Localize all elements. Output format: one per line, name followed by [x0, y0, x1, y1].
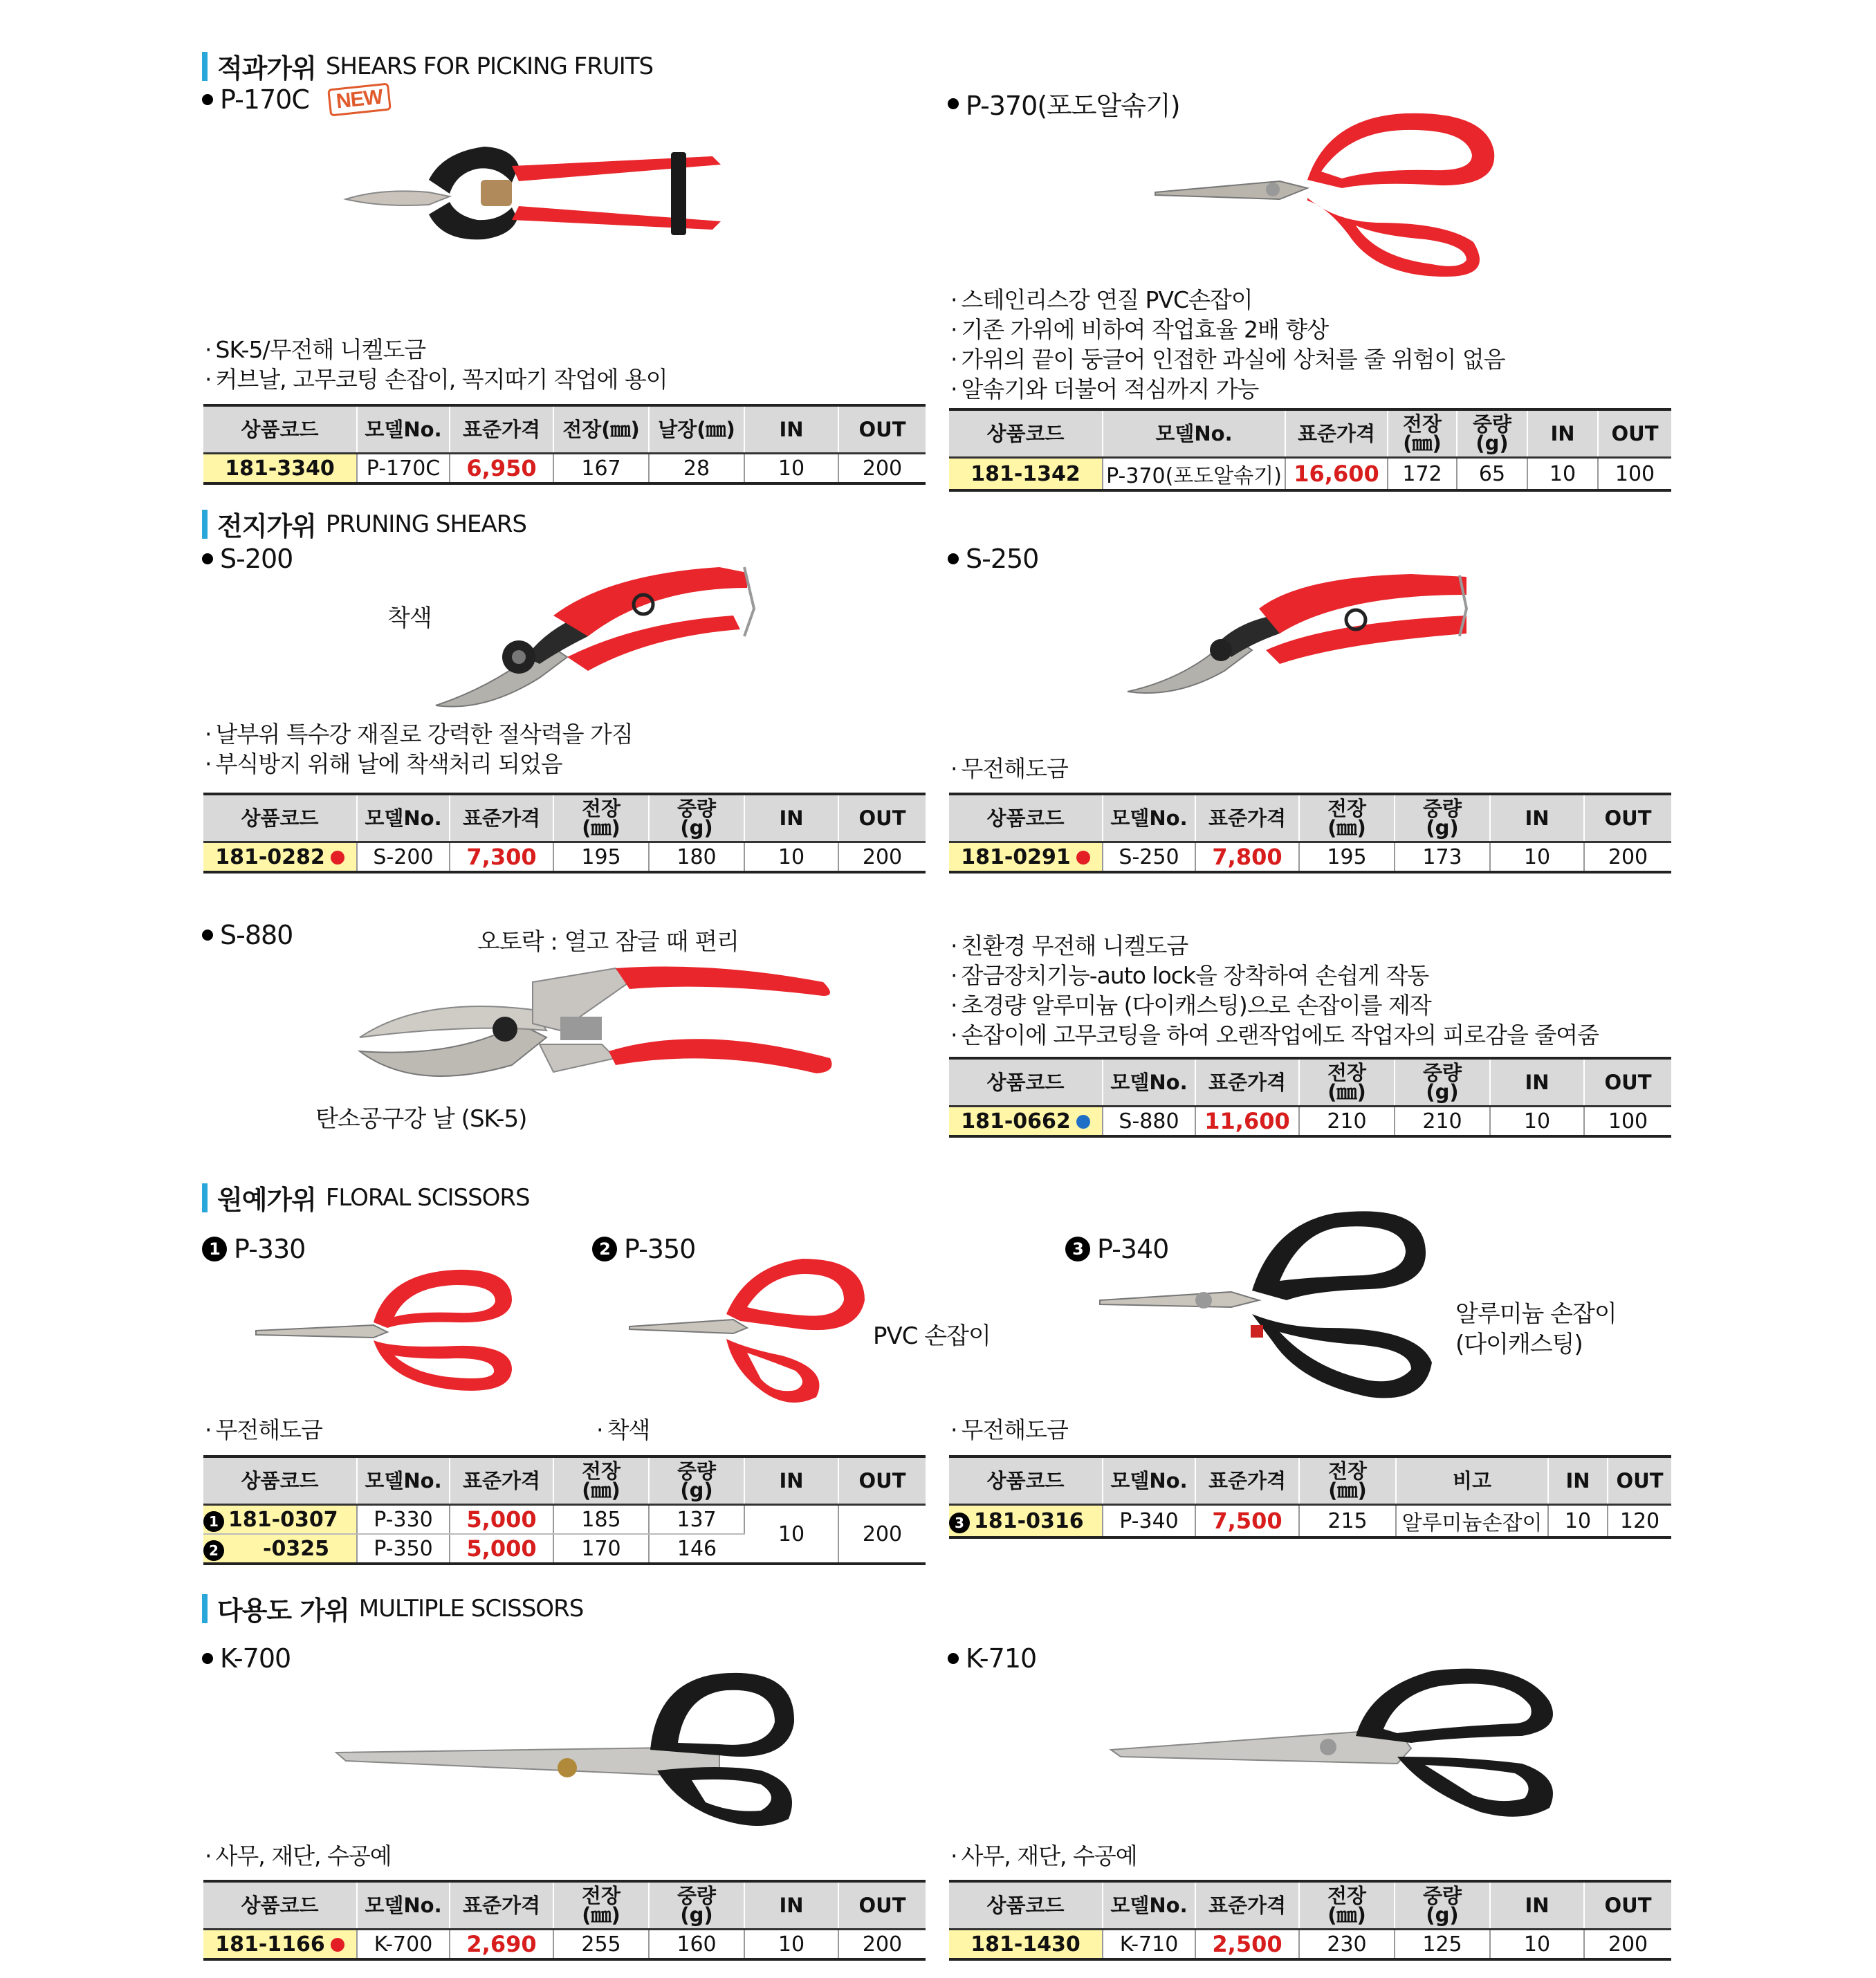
in-qty: 10 [1490, 842, 1584, 873]
p330-scissors-image [249, 1259, 519, 1397]
header-cell: 전장 (㎜) [553, 1457, 649, 1505]
header-cell: 상품코드 [203, 1881, 357, 1930]
model-p370 [948, 84, 1180, 122]
bullet-line: · 스테인리스강 연질 PVC손잡이 [950, 285, 1505, 315]
blue-dot-marker [1076, 1115, 1090, 1129]
section-title-multi [202, 1589, 583, 1627]
header-cell: 표준가격 [1195, 1881, 1299, 1930]
model-label: P-340 [1097, 1234, 1169, 1264]
model-no: P-350 [357, 1534, 450, 1564]
product-code [203, 1505, 357, 1535]
header-cell: 전장 (㎜) [1299, 1457, 1396, 1505]
remark: 알루미늄손잡이 [1396, 1505, 1548, 1538]
bullet-line: · 알솎기와 더불어 적심까지 가능 [950, 374, 1505, 404]
header-cell: OUT [1584, 794, 1671, 842]
header-cell: 상품코드 [203, 794, 357, 842]
length: 230 [1299, 1930, 1395, 1960]
header-cell: 전장(㎜) [553, 405, 649, 454]
bullet-line: · 날부위 특수강 재질로 강력한 절삭력을 가짐 [205, 719, 633, 749]
model-no: P-370(포도알솎기) [1103, 458, 1285, 491]
bullet-dot [202, 1653, 213, 1664]
model-no: S-880 [1103, 1107, 1195, 1137]
header-cell: 표준가격 [450, 1881, 553, 1930]
header-cell: IN [1527, 409, 1598, 458]
header-cell: IN [1490, 794, 1584, 842]
section-bar [202, 1594, 208, 1623]
weight: 146 [649, 1534, 744, 1564]
table-row [203, 842, 926, 873]
model-no: S-200 [357, 842, 450, 873]
section-title-en: MULTIPLE SCISSORS [358, 1594, 584, 1623]
bullet-line: · 커브날, 고무코팅 손잡이, 꼭지따기 작업에 용이 [205, 364, 668, 394]
model-s200 [202, 544, 293, 574]
s250-bullets [950, 754, 1068, 784]
p170c-shears-image [339, 138, 726, 249]
section-title-floral [202, 1179, 530, 1217]
section-title-en: SHEARS FOR PICKING FRUITS [325, 52, 654, 80]
in-qty: 10 [744, 1505, 838, 1564]
price: 7,300 [450, 842, 553, 873]
model-no: K-700 [357, 1930, 450, 1960]
bullet-line: · 초경량 알루미늄 (다이캐스팅)으로 손잡이를 제작 [950, 990, 1599, 1020]
weight: 125 [1395, 1930, 1490, 1960]
header-cell: OUT [838, 1457, 926, 1505]
k700-scissors-image [332, 1667, 802, 1833]
bullet-dot [202, 930, 213, 941]
s250-pruner-image [1121, 567, 1480, 705]
price: 2,690 [450, 1930, 553, 1960]
table-header-row [949, 1457, 1671, 1505]
p350-note: PVC 손잡이 [873, 1322, 991, 1350]
section-title-en: FLORAL SCISSORS [325, 1183, 530, 1212]
s200-pruner-image [429, 560, 761, 719]
weight: 137 [649, 1505, 744, 1535]
section-bar [202, 1183, 208, 1212]
product-code [949, 842, 1103, 873]
header-cell: 표준가격 [450, 794, 553, 842]
header-cell: 상품코드 [949, 1058, 1103, 1107]
table-row [949, 842, 1671, 873]
table-row [949, 458, 1671, 491]
k700-spec-table [203, 1880, 926, 1961]
in-qty: 10 [744, 1930, 838, 1960]
section-title-ko: 원예가위 [217, 1185, 316, 1215]
price: 6,950 [450, 454, 553, 484]
k710-scissors-image [1107, 1660, 1563, 1826]
model-no: P-170C [357, 454, 450, 484]
price: 11,600 [1195, 1107, 1299, 1137]
red-dot-marker [1076, 851, 1090, 865]
table-header-row [949, 794, 1671, 842]
s200-spec-table [203, 793, 926, 874]
product-code-text: 181-0307 [228, 1507, 338, 1532]
bullet-dot [202, 94, 213, 105]
price: 2,500 [1195, 1930, 1299, 1960]
header-cell: 모델No. [1103, 1457, 1195, 1505]
p340-note [1455, 1299, 1617, 1360]
table-row [203, 1930, 926, 1960]
in-qty: 10 [1527, 458, 1598, 491]
s880-pruner-image [353, 954, 851, 1093]
header-cell: 모델No. [357, 405, 450, 454]
bullet-line: · 사무, 재단, 수공예 [205, 1841, 392, 1871]
length: 195 [553, 842, 649, 873]
s880-spec-table [949, 1057, 1671, 1138]
table-header-row [949, 1881, 1671, 1930]
number-marker: 2 [592, 1237, 617, 1261]
header-cell: 표준가격 [450, 405, 553, 454]
p340-bullets [950, 1415, 1068, 1445]
header-cell: 상품코드 [949, 794, 1103, 842]
p340-note-line: (다이캐스팅) [1455, 1331, 1583, 1358]
out-qty: 200 [838, 454, 926, 484]
header-cell: 표준가격 [1195, 794, 1299, 842]
price: 7,500 [1195, 1505, 1299, 1538]
header-cell: 중량 (g) [649, 1881, 744, 1930]
section-title-en: PRUNING SHEARS [325, 510, 527, 538]
product-code-text: 181-0291 [961, 844, 1071, 869]
s250-spec-table [949, 793, 1671, 874]
header-cell: 모델No. [357, 794, 450, 842]
out-qty: 200 [838, 1930, 926, 1960]
model-label: S-250 [966, 544, 1039, 574]
out-qty: 120 [1608, 1505, 1671, 1538]
p370-bullets [950, 285, 1505, 404]
in-qty: 10 [744, 842, 838, 873]
k700-bullets [205, 1841, 392, 1871]
header-cell: OUT [1608, 1457, 1671, 1505]
model-label: P-350 [624, 1234, 696, 1264]
length: 195 [1299, 842, 1395, 873]
header-cell: 중량 (g) [1395, 794, 1490, 842]
product-code [203, 842, 357, 873]
bullet-line: · 잠금장치기능-auto lock을 장착하여 손쉽게 작동 [950, 961, 1599, 990]
p370-spec-table [949, 408, 1671, 492]
p340-note-line: 알루미늄 손잡이 [1455, 1300, 1617, 1328]
out-qty: 100 [1598, 458, 1671, 491]
header-cell: 모델No. [1103, 1058, 1195, 1107]
bullet-line: · 사무, 재단, 수공예 [950, 1841, 1137, 1871]
header-cell: 전장 (㎜) [553, 1881, 649, 1930]
header-cell: 상품코드 [949, 1881, 1103, 1930]
header-cell: 모델No. [357, 1457, 450, 1505]
s880-bullets [950, 931, 1599, 1050]
section-title-pruning [202, 505, 526, 543]
length: 210 [1299, 1107, 1395, 1137]
table-header-row [203, 1457, 926, 1505]
header-cell: 중량 (g) [1395, 1881, 1490, 1930]
header-cell: 중량 (g) [649, 794, 744, 842]
header-cell: 모델No. [357, 1881, 450, 1930]
price: 5,000 [450, 1534, 553, 1564]
p170c-spec-table [203, 404, 926, 485]
model-label: K-700 [220, 1643, 291, 1674]
model-label: K-710 [966, 1643, 1037, 1674]
p340-spec-table [949, 1455, 1671, 1539]
red-dot-marker [331, 1938, 344, 1952]
p350-scissors-image [623, 1252, 872, 1411]
header-cell: 모델No. [1103, 794, 1195, 842]
model-label: P-170C [220, 84, 309, 115]
header-cell: 상품코드 [203, 405, 357, 454]
p330-bullets [205, 1415, 322, 1445]
bullet-dot [948, 553, 959, 564]
header-cell: IN [744, 794, 838, 842]
bullet-line: · 착색 [596, 1415, 650, 1445]
table-header-row [949, 409, 1671, 458]
header-cell: 날장(㎜) [649, 405, 744, 454]
new-badge: NEW [327, 82, 392, 116]
header-cell: 중량 (g) [1457, 409, 1527, 458]
product-code: 181-1430 [949, 1930, 1103, 1960]
product-code [949, 1107, 1103, 1137]
model-label: S-200 [220, 544, 293, 574]
s200-bullets [205, 719, 633, 779]
model-s250 [948, 544, 1038, 574]
product-code-text: -0325 [263, 1536, 329, 1561]
header-cell: IN [1548, 1457, 1608, 1505]
bullet-line: · 부식방지 위해 날에 착색처리 되었음 [205, 749, 633, 779]
bullet-line: · 무전해도금 [950, 754, 1068, 784]
length: 172 [1388, 458, 1457, 491]
product-code [203, 1534, 357, 1564]
model-label: P-370(포도알솎기) [966, 91, 1180, 121]
bullet-line: · 가위의 끝이 둥글어 인접한 과실에 상처를 줄 위험이 없음 [950, 344, 1505, 374]
in-qty: 10 [744, 454, 838, 484]
bullet-line: · 기존 가위에 비하여 작업효율 2배 향상 [950, 315, 1505, 344]
table-row [203, 1505, 926, 1535]
model-no: P-330 [357, 1505, 450, 1535]
k710-spec-table [949, 1880, 1671, 1961]
section-title-ko: 다용도 가위 [217, 1596, 349, 1626]
bullet-line: · 무전해도금 [950, 1415, 1068, 1445]
in-qty: 10 [1490, 1107, 1584, 1137]
model-no: K-710 [1103, 1930, 1195, 1960]
table-header-row [203, 405, 926, 454]
header-cell: IN [744, 405, 838, 454]
out-qty: 200 [1584, 1930, 1671, 1960]
model-k700 [202, 1643, 291, 1674]
model-no: P-340 [1103, 1505, 1195, 1538]
header-cell: IN [744, 1457, 838, 1505]
header-cell: 전장 (㎜) [553, 794, 649, 842]
in-qty: 10 [1490, 1930, 1584, 1960]
bullet-line: · 친환경 무전해 니켈도금 [950, 931, 1599, 961]
product-code-text: 181-1166 [215, 1932, 325, 1957]
header-cell: 전장 (㎜) [1299, 1058, 1395, 1107]
bullet-line: · SK-5/무전해 니켈도금 [205, 335, 668, 364]
length: 255 [553, 1930, 649, 1960]
in-qty: 10 [1548, 1505, 1608, 1538]
header-cell: 전장 (㎜) [1299, 1881, 1395, 1930]
model-p170c [202, 84, 390, 115]
red-dot-marker [331, 851, 344, 865]
header-cell: 모델No. [1103, 409, 1285, 458]
price: 5,000 [450, 1505, 553, 1535]
product-code-text: 181-0662 [961, 1109, 1071, 1134]
product-code: 181-1342 [949, 458, 1103, 491]
number-marker: 1 [202, 1237, 227, 1261]
header-cell: OUT [1584, 1881, 1671, 1930]
header-cell: IN [1490, 1058, 1584, 1107]
header-cell: IN [1490, 1881, 1584, 1930]
out-qty: 200 [838, 842, 926, 873]
number-marker: 2 [203, 1540, 224, 1561]
s880-note-blade: 탄소공구강 날 (SK-5) [315, 1105, 527, 1133]
s200-note: 착색 [387, 604, 432, 632]
header-cell: OUT [838, 1881, 926, 1930]
model-s880 [202, 920, 293, 950]
header-cell: 표준가격 [450, 1457, 553, 1505]
product-code [203, 1930, 357, 1960]
header-cell: 모델No. [1103, 1881, 1195, 1930]
weight: 210 [1395, 1107, 1490, 1137]
weight: 160 [649, 1930, 744, 1960]
out-qty: 200 [838, 1505, 926, 1564]
header-cell: OUT [838, 794, 926, 842]
length: 167 [553, 454, 649, 484]
bullet-line: · 손잡이에 고무코팅을 하여 오랜작업에도 작업자의 피로감을 줄여줌 [950, 1020, 1599, 1050]
header-cell: 전장 (㎜) [1299, 794, 1395, 842]
model-k710 [948, 1643, 1036, 1674]
number-marker: 3 [949, 1513, 970, 1533]
header-cell: IN [744, 1881, 838, 1930]
bullet-dot [948, 1653, 959, 1664]
table-row [949, 1505, 1671, 1538]
product-code-text: 181-0282 [215, 844, 325, 869]
bullet-dot [202, 553, 213, 564]
weight: 180 [649, 842, 744, 873]
length: 185 [553, 1505, 649, 1535]
header-cell: 중량 (g) [649, 1457, 744, 1505]
header-cell: 상품코드 [203, 1457, 357, 1505]
header-cell: 표준가격 [1195, 1457, 1299, 1505]
floral-spec-table [203, 1455, 926, 1565]
header-cell: 표준가격 [1195, 1058, 1299, 1107]
section-title-fruit [202, 47, 653, 85]
table-row [949, 1930, 1671, 1960]
price: 7,800 [1195, 842, 1299, 873]
table-row [949, 1107, 1671, 1137]
header-cell: 상품코드 [949, 1457, 1103, 1505]
length: 215 [1299, 1505, 1396, 1538]
s880-note-autolock: 오토락 : 열고 잠글 때 편리 [477, 928, 739, 956]
table-header-row [203, 794, 926, 842]
p170c-bullets [205, 335, 668, 394]
model-label: P-330 [234, 1234, 306, 1264]
p340-scissors-image [1093, 1203, 1439, 1404]
header-cell: 상품코드 [949, 409, 1103, 458]
model-no: S-250 [1103, 842, 1195, 873]
header-cell: 전장 (㎜) [1388, 409, 1457, 458]
bullet-line: · 무전해도금 [205, 1415, 322, 1445]
header-cell: 비고 [1396, 1457, 1548, 1505]
p350-bullets [596, 1415, 650, 1445]
section-title-ko: 적과가위 [217, 53, 316, 84]
table-header-row [203, 1881, 926, 1930]
header-cell: OUT [1584, 1058, 1671, 1107]
number-marker: 3 [1065, 1237, 1090, 1261]
price: 16,600 [1285, 458, 1388, 491]
header-cell: 표준가격 [1285, 409, 1388, 458]
out-qty: 100 [1584, 1107, 1671, 1137]
header-cell: OUT [1598, 409, 1671, 458]
section-bar [202, 510, 208, 539]
out-qty: 200 [1584, 842, 1671, 873]
section-bar [202, 52, 208, 81]
k710-bullets [950, 1841, 1137, 1871]
weight: 173 [1395, 842, 1490, 873]
header-cell: OUT [838, 405, 926, 454]
model-label: S-880 [220, 920, 293, 950]
header-cell: 중량 (g) [1395, 1058, 1490, 1107]
bullet-dot [948, 98, 959, 109]
table-row [203, 454, 926, 484]
length: 170 [553, 1534, 649, 1564]
weight: 65 [1457, 458, 1527, 491]
product-code-text: 181-0316 [974, 1508, 1084, 1533]
table-header-row [949, 1058, 1671, 1107]
section-title-ko: 전지가위 [217, 511, 316, 542]
p370-scissors-image [1148, 104, 1508, 284]
product-code: 181-3340 [203, 454, 357, 484]
blade-length: 28 [649, 454, 744, 484]
product-code [949, 1505, 1103, 1538]
number-marker: 1 [203, 1511, 224, 1532]
